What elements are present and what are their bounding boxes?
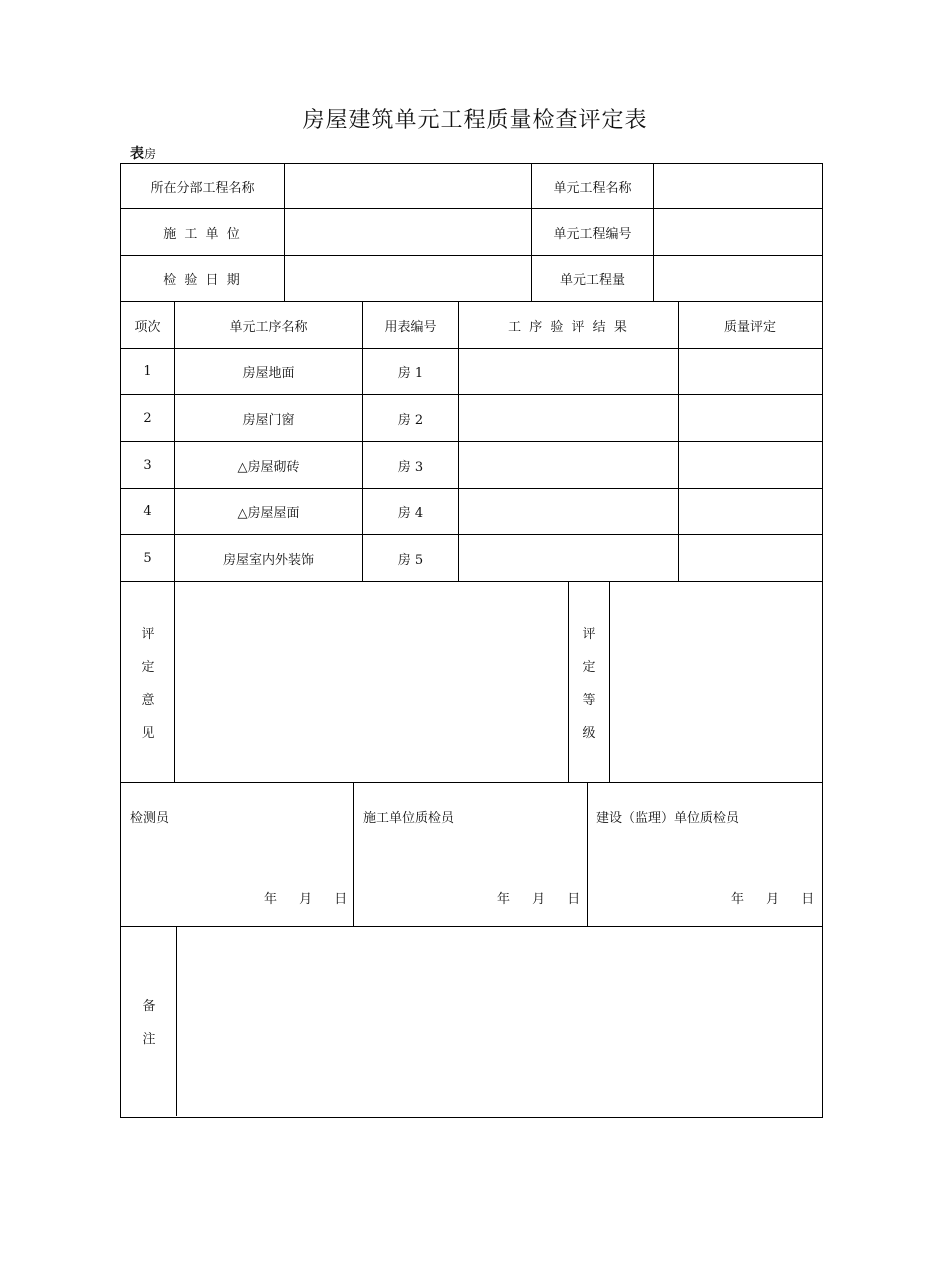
row-process-name: 房屋室内外装饰	[222, 552, 314, 568]
inspection-date-field[interactable]	[285, 256, 531, 301]
division-name-label: 所在分部工程名称	[150, 180, 255, 196]
column-header-result: 工 序 验 评 结 果	[508, 319, 629, 335]
evaluation-opinion-label: 评 定 意 见	[141, 627, 155, 741]
unit-name-label: 单元工程名称	[553, 180, 632, 196]
unit-name-field[interactable]	[654, 164, 821, 208]
row-process-name: △房屋屋面	[237, 506, 300, 521]
unit-quantity-field[interactable]	[654, 256, 821, 301]
table-label	[130, 143, 156, 163]
row-quality-field[interactable]	[679, 489, 821, 534]
inspector-label: 检测员	[130, 811, 170, 826]
unit-quantity-label: 单元工程量	[559, 273, 625, 288]
evaluation-grade-field[interactable]	[610, 582, 821, 782]
row-form-number: 房 3	[397, 459, 424, 475]
row-index: 1	[143, 364, 152, 379]
row-form-number: 房 1	[397, 366, 424, 381]
row-form-number: 房 4	[397, 506, 424, 521]
evaluation-grade-label: 评 定 等 级	[582, 627, 596, 741]
contractor-label: 施 工 单 位	[163, 226, 242, 242]
contractor-field[interactable]	[285, 209, 531, 255]
owner-inspector-label: 建设（监理）单位质检员	[596, 811, 740, 826]
inspection-date-label: 检 验 日 期	[163, 273, 242, 288]
row-result-field[interactable]	[459, 395, 678, 441]
remarks-label: 备 注	[142, 999, 156, 1047]
contractor-inspector-date: 年 月 日	[497, 892, 581, 907]
contractor-inspector-label: 施工单位质检员	[363, 811, 455, 826]
column-header-index: 项次	[134, 319, 161, 335]
row-process-name: 房屋地面	[242, 366, 295, 381]
row-index: 4	[143, 504, 152, 519]
row-index: 3	[143, 457, 152, 473]
column-header-form-number: 用表编号	[384, 319, 437, 335]
row-process-name: △房屋砌砖	[237, 459, 300, 475]
unit-number-field[interactable]	[654, 209, 821, 255]
unit-number-label: 单元工程编号	[553, 226, 632, 242]
evaluation-opinion-field[interactable]	[175, 582, 568, 782]
row-quality-field[interactable]	[679, 535, 821, 581]
row-result-field[interactable]	[459, 349, 678, 394]
inspector-date: 年 月 日	[264, 892, 348, 907]
row-result-field[interactable]	[459, 489, 678, 534]
owner-inspector-date: 年 月 日	[731, 892, 815, 907]
column-header-quality: 质量评定	[723, 319, 776, 335]
row-result-field[interactable]	[459, 442, 678, 488]
row-form-number: 房 5	[397, 552, 424, 568]
row-quality-field[interactable]	[679, 349, 821, 394]
document-title: 房屋建筑单元工程质量检查评定表	[302, 108, 648, 133]
row-quality-field[interactable]	[679, 442, 821, 488]
row-result-field[interactable]	[459, 535, 678, 581]
remarks-field[interactable]	[177, 927, 821, 1116]
division-name-field[interactable]	[285, 164, 531, 208]
table-label-small: 房	[144, 147, 157, 161]
column-header-process-name: 单元工序名称	[229, 319, 308, 335]
row-process-name: 房屋门窗	[242, 412, 295, 428]
row-index: 5	[143, 550, 152, 566]
row-quality-field[interactable]	[679, 395, 821, 441]
row-index: 2	[143, 410, 152, 426]
table-label-bold: 表	[130, 146, 144, 162]
row-form-number: 房 2	[397, 412, 424, 428]
